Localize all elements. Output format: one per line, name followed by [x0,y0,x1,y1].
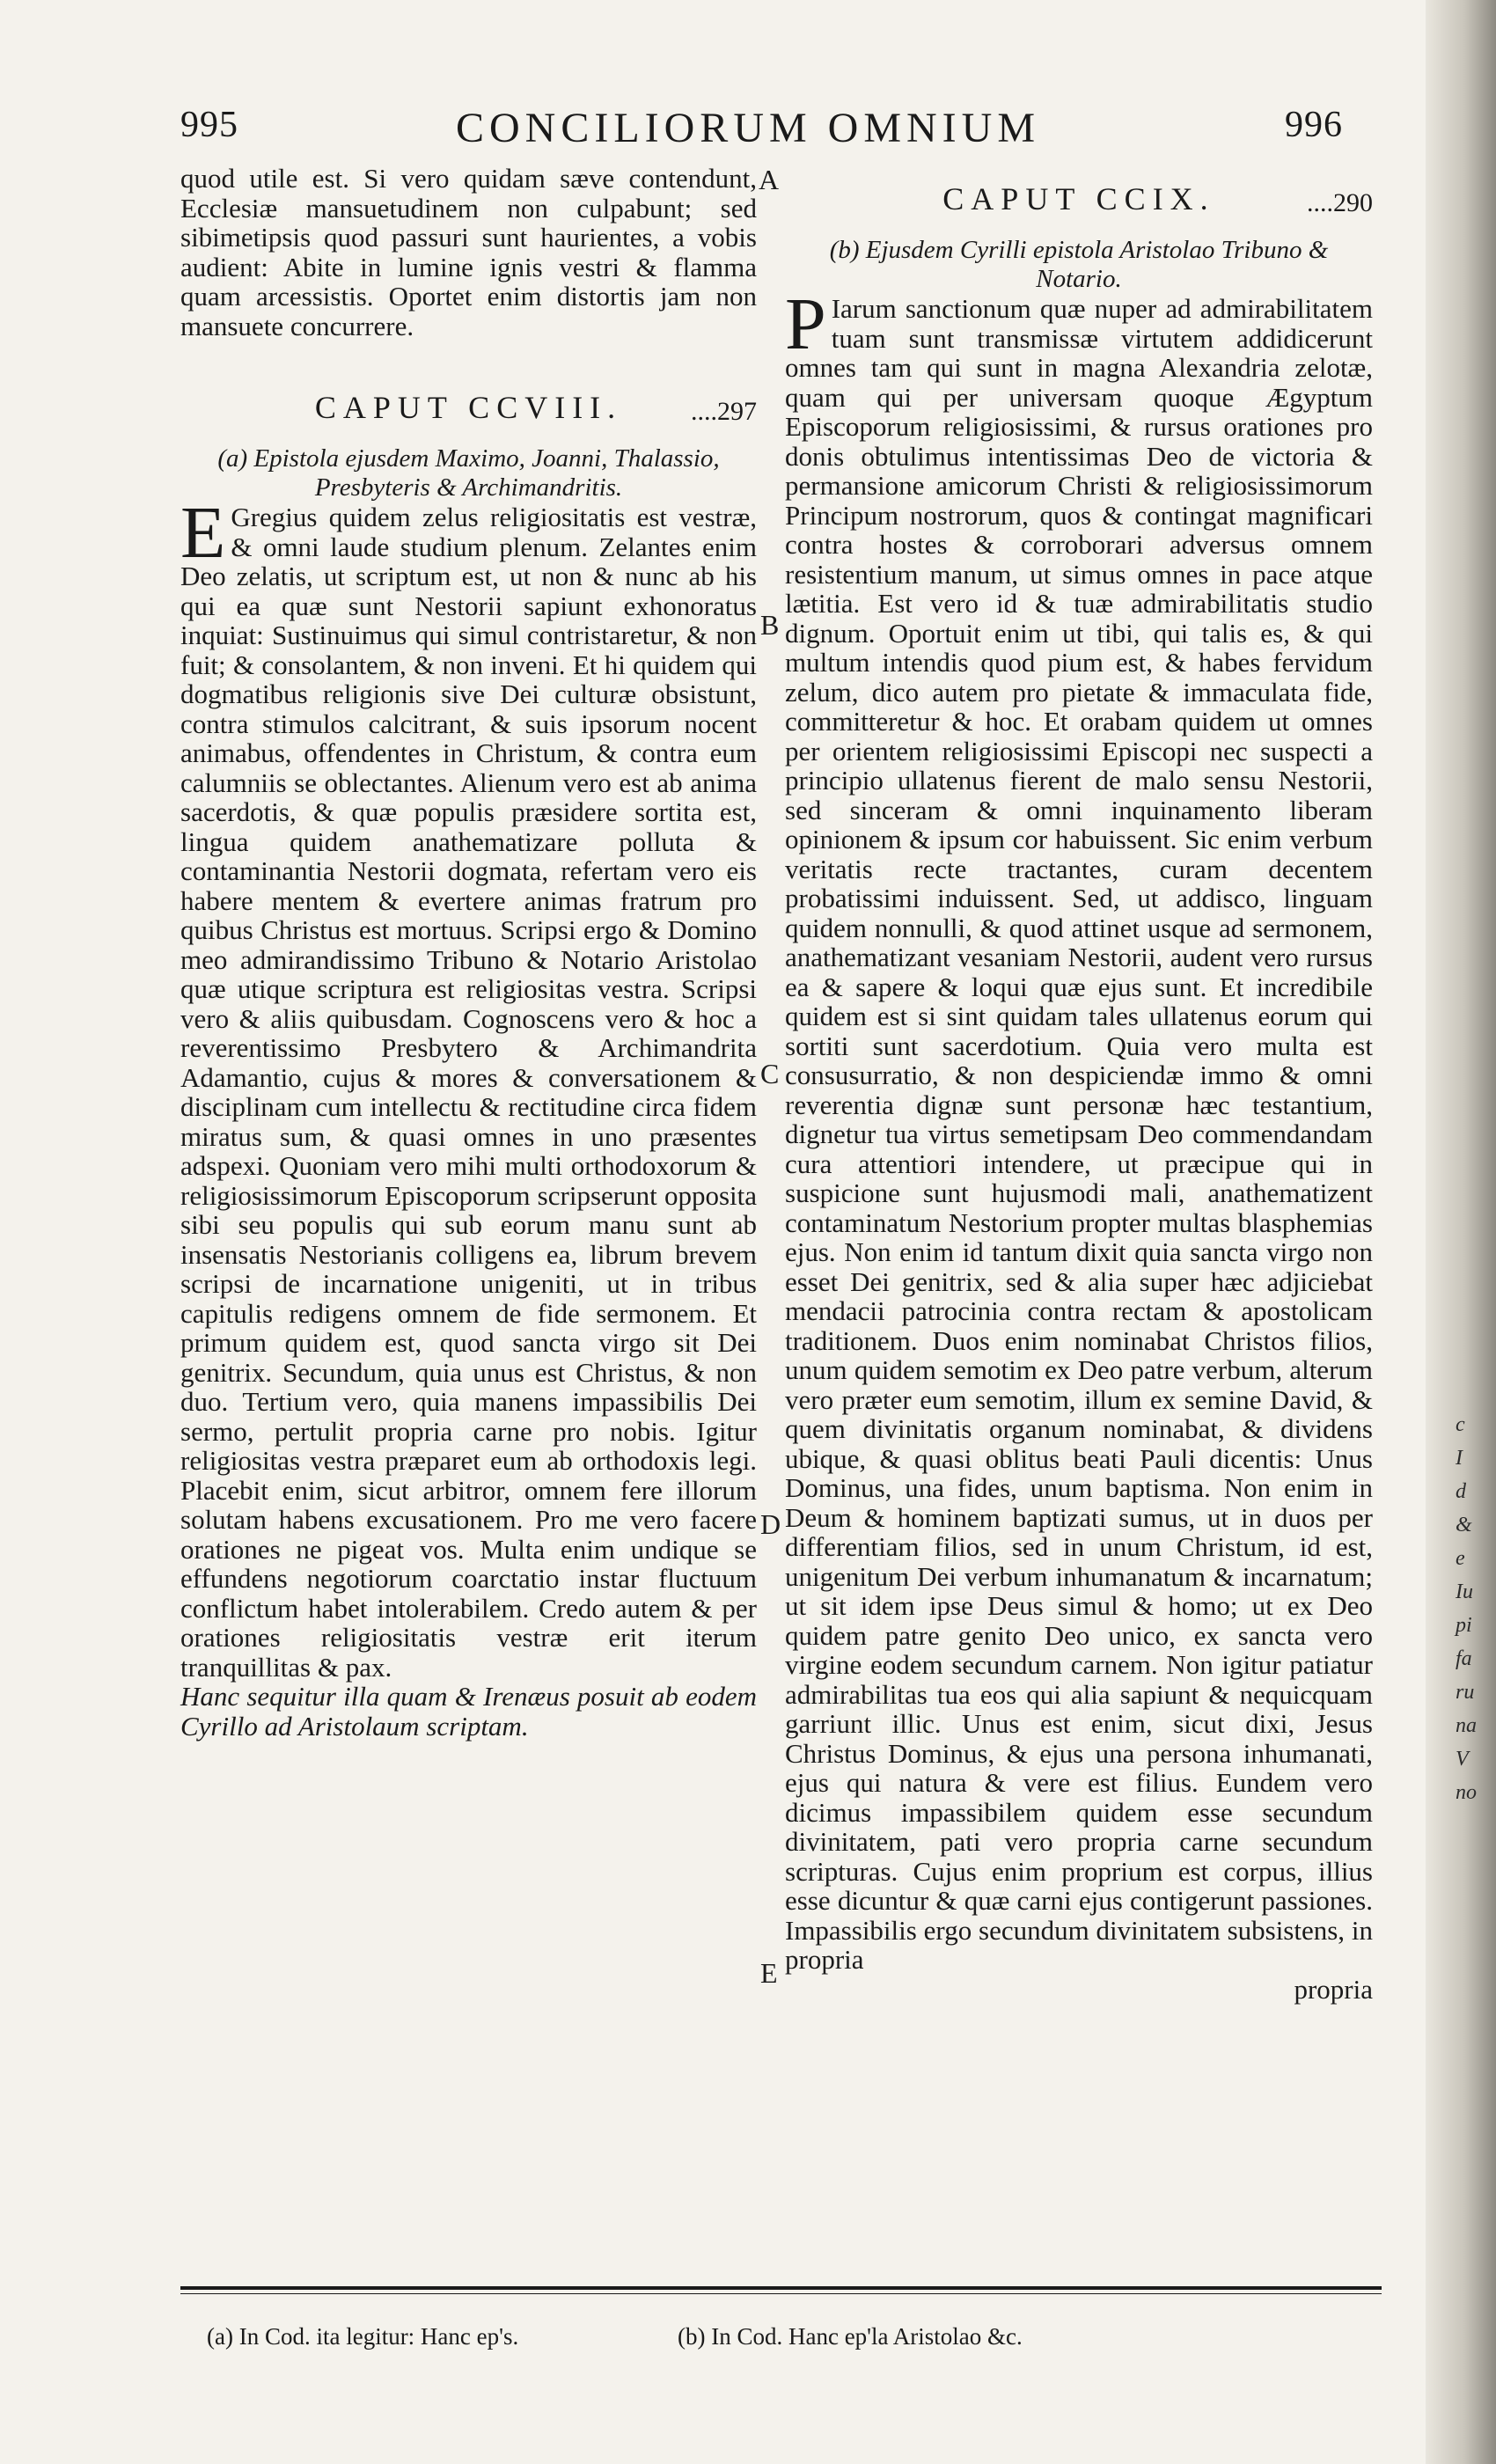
left-intro-paragraph: quod utile est. Si vero quidam sæve contendunt, Ecclesiæ mansuetudinem non culpabunt; sed sibimetipsis quod passuri sunt haurientes, a vobis audient: Abite in lumine ignis vestri & flamma quam arcessistis. Oportet enim distortis jam non mansuete concurrere. [180,163,757,341]
bleed-letter: I [1456,1447,1463,1470]
right-body-paragraph [785,283,1373,1975]
left-chapter-number: ....297 [691,397,757,426]
bleed-letter: ru [1456,1681,1475,1704]
right-chapter-title: CAPUT CCIX. [942,181,1215,216]
footnote-rule-thin [180,2293,1382,2294]
bleed-letter: c [1456,1413,1465,1436]
margin-letter-e: E [760,1957,778,1989]
footnote-a: (a) In Cod. ita legitur: Hanc ep's. [207,2323,519,2350]
left-drop-cap: E [180,492,226,574]
catchword: propria [1294,1973,1373,2005]
bleed-letter: Iu [1456,1580,1473,1603]
right-column [785,181,1373,2005]
left-body-text: Gregius quidem zelus religiositatis est vestræ, & omni laude studium plenum. Zelantes enim Deo zelatis, ut scriptum est, ut non & nunc ab his qui ea quæ sunt Nestorii sapiunt exhonoratus inquiat: Sustinuimus qui simul contristaretur, & non fuit; & consolantem, & non inveni. Et hi quidem qui dogmatibus religionis sive Dei culturæ obsistunt, contra stimulos calcitrant, & suis ipsorum nocent animabus, offendentes in Christum, & contra eum calumniis se oblectantes. Alienum vero est ab anima sacerdotis, & quæ populis præsidere sortita est, lingua quidem anathematizare polluta & contaminantia Nestorii dogmata, refertam vero eis habere mentem & evertere animas fratrum pro quibus Christus est mortuus. Scripsi ergo & Domino meo admirandissimo Tribuno & Notario Aristolao quæ utique scriptura est religiositas vestra. Scripsi vero & aliis quibusdam. Cognoscens vero & hoc a reverentissimo Presbytero & Archimandrita Adamantio, cujus & mores & conversationem & disciplinam cum intellectu & rectitudine circa fidem miratus sum, & quasi omnes in uno præsentes adspexi. Quoniam vero mihi multi orthodoxorum & religiosissimorum Episcoporum scripserunt opposita sibi seu populis qui sub eorum manu sunt ab insensatis Nestorianis colligens ea, librum brevem scripsi de incarnatione unigeniti, ut in tribus capitulis redigens omnem de fide sermonem. Et primum quidem est, quod sancta virgo sit Dei genitrix. Secundum, quia unus est Christus, & non duo. Tertium vero, quia manens impassibilis Dei sermo, pertulit propria carne pro nobis. Igitur religiositas vestra præparet eum ab orthodoxis legi. Placebit enim, sicut arbitror, omnem fere illorum solutam habens excusationem. Pro me vero facere orationes ne pigeat vos. Multa enim undique se effundens negotiorum coarctatio instar fluctuum conflictum habet intolerabilem. Credo autem & per orationes religiositatis vestræ erit iterum tranquillitas & pax. [180,502,757,1683]
running-title: CONCILIORUM OMNIUM [455,105,1040,151]
right-body-text: Iarum sanctionum quæ nuper ad admirabilitatem tuam sunt transmissæ virtutem addidicerunt omnes tam qui sunt in magna Alexandria zelotæ, quam qui per universam quoque Ægyptum Episcoporum religiosissimi, & rursus orationes pro donis obtulimus intentissimas Deo de victoria & permansione amicorum Christi & religiosissimorum Principum nostrorum, quos & contingat magnificari contra hostes & corroborari adversus omnem resistentium manum, ut simus omnes in pace atque lætitia. Est vero id & tuæ admirabilitatis studio dignum. Oportuit enim ut tibi, qui talis es, & qui multum intendis quod pium est, & habes fervidum zelum, dico autem pro pietate & immaculata fide, committeretur & hoc. Et orabam quidem ut omnes per orientem religiosissimi Episcopi nec suspecti a principio ullatenus fierent de malo sensu Nestorii, sed sinceram & omni inquinamento liberam opinionem & ipsum cor habuissent. Sic enim verbum veritatis recte tractantes, curam decentem probatissimi induissent. Sed, ut addisco, linguam quidem nonnulli, & quod attinet usque ad sermonem, anathematizant vesaniam Nestorii, audent vero rursus ea & sapere & loqui quæ ejus sunt. Et incredibile quidem est si sint quidam tales ullatenus eorum qui sortiti sunt sacerdotium. Quia vero multa est consusurratio, & non despiciendæ immo & omni reverentia dignæ sunt personæ hæc testantium, dignetur tua virtus semetipsam Deo commendandam cura attentiori intendere, ut præcipue qui in suspicione sunt hujusmodi mali, anathematizent contaminatum Nestorium propter multas blasphemias ejus. Non enim id tantum dixit quia sancta virgo non esset Dei genitrix, sed & alia super hæc adjiciebat mendacii patrocinia contra rectam & apostolicam traditionem. Duos enim nominabat Christos filios, unum quidem semotim ex Deo patre verbum, alterum vero præter eum semotim, illum ex semine David, & quem divinitatis organum nominabat, & dividens ubique, & quasi oblitus beati Pauli dicentis: Unus Dominus, una fides, unum baptisma. Non enim in Deum & hominem baptizati sumus, ut in duos per differentiam filios, sed in unum Christum, id est, unigenitum Dei verbum inhumanatum & incarnatum; ut sit idem ipse Deus simul & homo; ut ex Deo quidem patre genito Deo unico, ex sancta vero virgine eodem secundum carnem. Non igitur patiatur admirabilitas tua eos qui alia sapiunt & nequicquam garriunt illic. Unus est enim, sicut dixi, Jesus Christus Dominus, & ejus una persona inhumanati, ejus qui natura & vere est filius. Eundem vero dicimus impassibilem quidem esse secundum divinitatem, pati vero propria carne secundum scripturas. Cujus enim proprium est corpus, illius esse dicuntur & quæ carni ejus contigerunt passiones. Impassibilis ergo secundum divinitatem subsistens, in propria [785,293,1373,1975]
bleed-letter: na [1456,1714,1477,1737]
margin-letter-b: B [760,609,780,641]
left-chapter-title: CAPUT CCVIII. [314,390,623,425]
margin-letter-d: D [760,1508,781,1540]
adjacent-page-letters [1456,1408,1491,1809]
bleed-letter: V [1456,1748,1469,1771]
bleed-letter: d [1456,1480,1466,1503]
left-page-number: 995 [180,105,238,145]
bleed-letter: pi [1456,1614,1472,1637]
bleed-letter: fa [1456,1647,1472,1670]
left-chapter-subtitle: (a) Epistola ejusdem Maximo, Joanni, Thalassio, Presbyteris & Archimandritis. [217,444,720,502]
bleed-letter: & [1456,1514,1472,1536]
left-closing-note: Hanc sequitur illa quam & Irenæus posuit ab eodem Cyrillo ad Aristolaum scriptam. [180,1681,757,1742]
right-page-number: 996 [1285,105,1343,145]
right-chapter-heading [785,181,1373,236]
left-column [180,164,757,1741]
left-body-paragraph [180,492,757,1683]
bleed-letter: no [1456,1781,1477,1804]
footnote-b: (b) In Cod. Hanc ep'la Aristolao &c. [678,2323,1023,2350]
left-chapter-heading [180,390,757,444]
margin-letter-a: A [759,164,780,195]
right-chapter-number: ....290 [1307,188,1373,217]
bleed-letter: e [1456,1547,1465,1570]
adjacent-page-edge [1426,0,1496,2464]
footnote-rule [180,2286,1382,2290]
right-chapter-subtitle: (b) Ejusdem Cyrilli epistola Aristolao Tribuno & Notario. [829,236,1329,293]
margin-letter-c: C [760,1058,780,1089]
right-drop-cap: P [785,283,826,365]
